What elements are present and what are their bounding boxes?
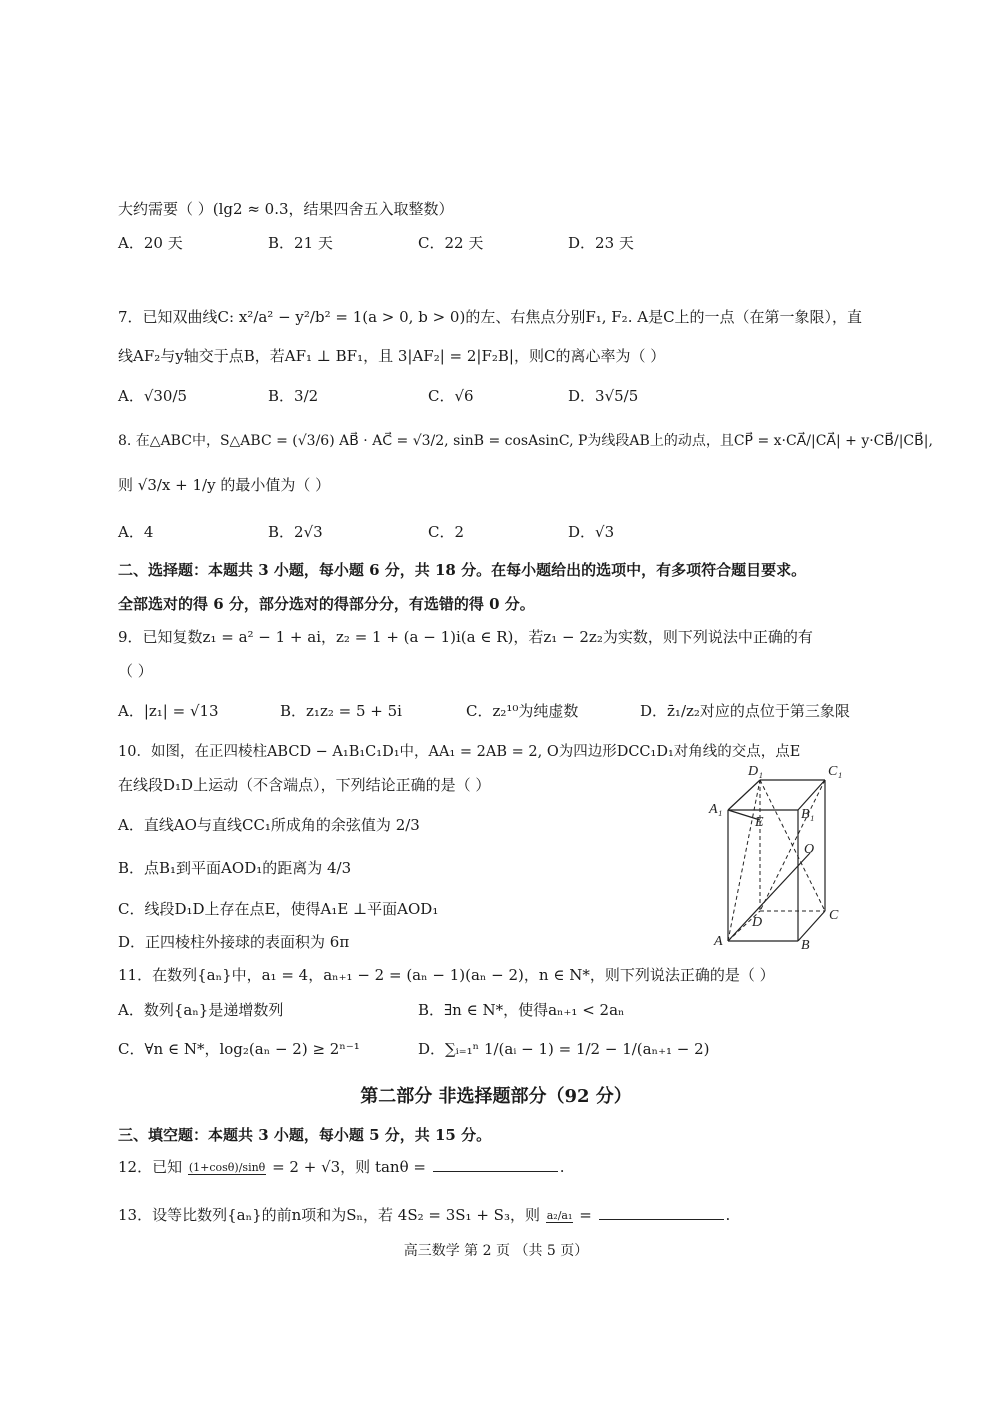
label-e: E bbox=[755, 815, 764, 830]
label-a: A bbox=[714, 934, 723, 949]
q9-option-d: D．z̄₁/z₂对应的点位于第三象限 bbox=[640, 702, 850, 720]
q12-period: . bbox=[559, 1158, 565, 1176]
q6-option-b: B．21 天 bbox=[268, 234, 333, 252]
q11-option-d: D．∑ᵢ₌₁ⁿ 1/(aᵢ − 1) = 1/2 − 1/(aₙ₊₁ − 2) bbox=[418, 1040, 710, 1058]
prism-figure bbox=[700, 758, 860, 953]
q8-stem-2: 则 √3/x + 1/y 的最小值为（ ） bbox=[118, 476, 331, 494]
section-2-heading-2: 全部选对的得 6 分，部分选对的得部分分，有选错的得 0 分。 bbox=[118, 595, 535, 613]
q13-stem bbox=[118, 1204, 730, 1225]
q7-option-a: A．√30/5 bbox=[118, 387, 188, 405]
q6-option-a: A．20 天 bbox=[118, 234, 183, 252]
q8-option-c: C．2 bbox=[428, 523, 465, 541]
label-o: O bbox=[804, 842, 815, 857]
q11-option-b: B．∃n ∈ N*，使得aₙ₊₁ < 2aₙ bbox=[418, 1001, 625, 1019]
q13-fraction-text: a₂/a₁ bbox=[546, 1208, 573, 1222]
q12-equation: = 2 + √3，则 tanθ = bbox=[272, 1158, 426, 1176]
q13-fraction bbox=[546, 1210, 574, 1223]
q9-option-c: C．z₂¹⁰为纯虚数 bbox=[466, 702, 579, 720]
q7-option-c: C．√6 bbox=[428, 387, 474, 405]
section-2-heading-1: 二、选择题：本题共 3 小题，每小题 6 分，共 18 分。在每小题给出的选项中，有多项符合题目要求。 bbox=[118, 561, 807, 579]
label-b1: B₁ bbox=[801, 807, 815, 822]
q7-stem-2: 线AF₂与y轴交于点B，若AF₁ ⊥ BF₁，且 3|AF₂| = 2|F₂B|，则C的离心率为（ ） bbox=[118, 347, 666, 365]
q9-stem-2: （ ） bbox=[118, 662, 153, 680]
q11-stem: 11．在数列{aₙ}中，a₁ = 4，aₙ₊₁ − 2 = (aₙ − 1)(aₙ − 2)，n ∈ N*，则下列说法正确的是（ ） bbox=[118, 966, 775, 984]
q6-stem: 大约需要（ ）(lg2 ≈ 0.3，结果四舍五入取整数） bbox=[118, 200, 454, 218]
q9-option-a: A．|z₁| = √13 bbox=[118, 702, 219, 720]
q8-option-a: A．4 bbox=[118, 523, 154, 541]
q7-stem-1: 7．已知双曲线C: x²/a² − y²/b² = 1(a > 0, b > 0)的左、右焦点分别F₁, F₂. A是C上的一点（在第一象限），直 bbox=[118, 308, 863, 326]
edge-bc bbox=[798, 911, 825, 941]
q13-answer-blank[interactable] bbox=[599, 1205, 724, 1220]
label-b: B bbox=[801, 938, 810, 953]
label-c1: C₁ bbox=[828, 764, 843, 779]
q8-option-b: B．2√3 bbox=[268, 523, 323, 541]
q12-stem bbox=[118, 1156, 565, 1177]
q12-answer-blank[interactable] bbox=[433, 1157, 558, 1172]
edge-c1b1 bbox=[798, 780, 825, 810]
q7-option-d: D．3√5/5 bbox=[568, 387, 639, 405]
q12-prefix: 12．已知 bbox=[118, 1158, 183, 1176]
edge-d1a1 bbox=[728, 780, 760, 810]
q10-stem-2: 在线段D₁D上运动（不含端点），下列结论正确的是（ ） bbox=[118, 776, 491, 794]
label-a1: A₁ bbox=[709, 802, 723, 817]
q10-option-c: C．线段D₁D上存在点E，使得A₁E ⊥平面AOD₁ bbox=[118, 900, 439, 918]
q13-period: . bbox=[725, 1206, 731, 1224]
q8-stem-1: 8. 在△ABC中，S△ABC = (√3/6) AB⃗ · AC⃗ = √3/2, sinB = cosAsinC, P为线段AB上的动点，且CP⃗ = x·CA⃗/|CA⃗| + y·CB⃗/|CB⃗|, bbox=[118, 433, 933, 449]
q6-option-c: C．22 天 bbox=[418, 234, 484, 252]
q9-option-b: B．z₁z₂ = 5 + 5i bbox=[280, 702, 402, 720]
q10-stem-1: 10．如图，在正四棱柱ABCD − A₁B₁C₁D₁中，AA₁ = 2AB = 2, O为四边形DCC₁D₁对角线的交点，点E bbox=[118, 744, 801, 760]
label-d1: D₁ bbox=[748, 764, 763, 779]
q10-option-b: B．点B₁到平面AOD₁的距离为 4/3 bbox=[118, 859, 352, 877]
q12-fraction bbox=[188, 1162, 266, 1175]
q10-option-d: D．正四棱柱外接球的表面积为 6π bbox=[118, 933, 350, 951]
q11-option-c: C．∀n ∈ N*，log₂(aₙ − 2) ≥ 2ⁿ⁻¹ bbox=[118, 1040, 360, 1058]
q6-option-d: D．23 天 bbox=[568, 234, 634, 252]
q11-option-a: A．数列{aₙ}是递增数列 bbox=[118, 1001, 284, 1019]
label-d: D bbox=[752, 915, 763, 930]
q12-fraction-text: (1+cosθ)/sinθ bbox=[188, 1160, 266, 1174]
q10-option-a: A．直线AO与直线CC₁所成角的余弦值为 2/3 bbox=[118, 816, 420, 834]
section-3-heading: 三、填空题：本题共 3 小题，每小题 5 分，共 15 分。 bbox=[118, 1126, 492, 1144]
q8-option-d: D．√3 bbox=[568, 523, 615, 541]
part-2-title: 第二部分 非选择题部分（92 分） bbox=[360, 1086, 632, 1107]
label-c: C bbox=[829, 908, 839, 923]
page-footer: 高三数学 第 2 页 （共 5 页） bbox=[403, 1243, 589, 1259]
q9-stem-1: 9．已知复数z₁ = a² − 1 + ai，z₂ = 1 + (a − 1)i(a ∈ R)，若z₁ − 2z₂为实数，则下列说法中正确的有 bbox=[118, 628, 813, 646]
q13-equals: = bbox=[579, 1206, 592, 1224]
q7-option-b: B．3/2 bbox=[268, 387, 319, 405]
q13-prefix: 13．设等比数列{aₙ}的前n项和为Sₙ，若 4S₂ = 3S₁ + S₃，则 bbox=[118, 1206, 540, 1224]
